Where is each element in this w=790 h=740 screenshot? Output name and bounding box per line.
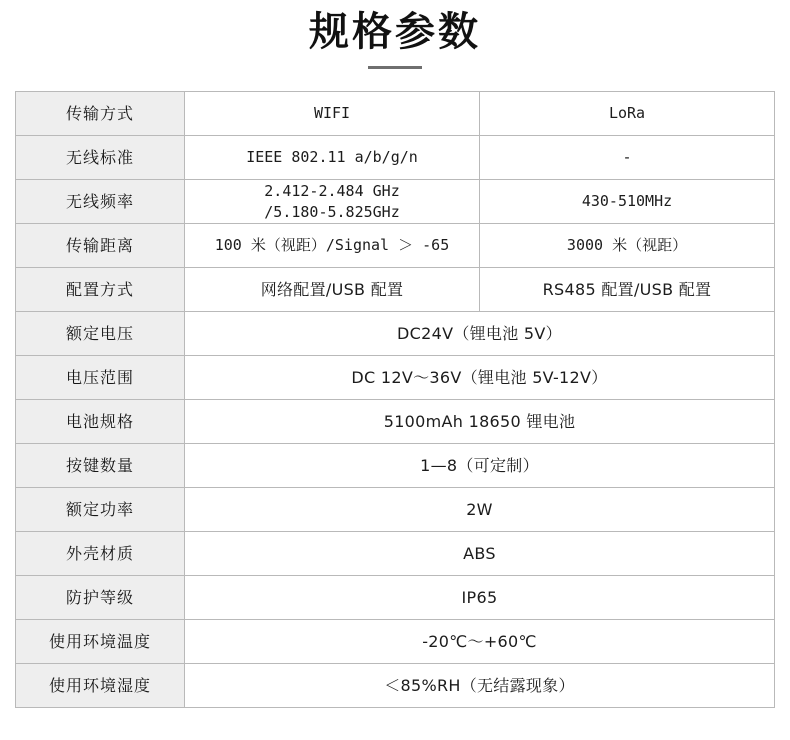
row-value: 100 米（视距）/Signal ＞ -65 — [185, 224, 480, 268]
row-label: 电池规格 — [16, 400, 185, 444]
table-row — [16, 224, 775, 268]
row-value: DC24V（锂电池 5V） — [185, 312, 775, 356]
row-label: 使用环境湿度 — [16, 664, 185, 708]
row-label: 防护等级 — [16, 576, 185, 620]
table-row — [16, 400, 775, 444]
table-row — [16, 444, 775, 488]
row-value: 1—8（可定制） — [185, 444, 775, 488]
row-label: 外壳材质 — [16, 532, 185, 576]
row-label: 电压范围 — [16, 356, 185, 400]
table-row — [16, 532, 775, 576]
table-row — [16, 92, 775, 136]
title-block — [0, 0, 790, 69]
row-value: 2W — [185, 488, 775, 532]
specifications-table — [15, 91, 775, 708]
row-label: 额定功率 — [16, 488, 185, 532]
row-value: - — [480, 136, 775, 180]
row-value: 430-510MHz — [480, 180, 775, 224]
row-value: 5100mAh 18650 锂电池 — [185, 400, 775, 444]
row-value: RS485 配置/USB 配置 — [480, 268, 775, 312]
specifications-table-body — [16, 92, 775, 708]
table-row — [16, 136, 775, 180]
row-value — [185, 180, 480, 224]
row-label: 传输方式 — [16, 92, 185, 136]
row-value: IEEE 802.11 a/b/g/n — [185, 136, 480, 180]
page-title: 规格参数 — [309, 9, 481, 55]
row-label: 无线频率 — [16, 180, 185, 224]
row-value: LoRa — [480, 92, 775, 136]
row-value: ABS — [185, 532, 775, 576]
row-value: 3000 米（视距） — [480, 224, 775, 268]
row-value-line: 2.412-2.484 GHz — [264, 182, 400, 201]
table-row — [16, 268, 775, 312]
row-value: WIFI — [185, 92, 480, 136]
row-label: 无线标准 — [16, 136, 185, 180]
row-label: 传输距离 — [16, 224, 185, 268]
table-row — [16, 488, 775, 532]
row-value: -20℃～+60℃ — [185, 620, 775, 664]
row-value: IP65 — [185, 576, 775, 620]
row-value: ＜85%RH（无结露现象） — [185, 664, 775, 708]
table-row — [16, 576, 775, 620]
row-value-line: /5.180-5.825GHz — [264, 202, 400, 221]
table-row — [16, 312, 775, 356]
title-underline-divider — [368, 66, 422, 69]
table-row — [16, 180, 775, 224]
row-label: 按键数量 — [16, 444, 185, 488]
row-value: 网络配置/USB 配置 — [185, 268, 480, 312]
row-value: DC 12V～36V（锂电池 5V-12V） — [185, 356, 775, 400]
table-row — [16, 664, 775, 708]
table-row — [16, 620, 775, 664]
row-label: 配置方式 — [16, 268, 185, 312]
row-label: 额定电压 — [16, 312, 185, 356]
row-label: 使用环境温度 — [16, 620, 185, 664]
table-row — [16, 356, 775, 400]
